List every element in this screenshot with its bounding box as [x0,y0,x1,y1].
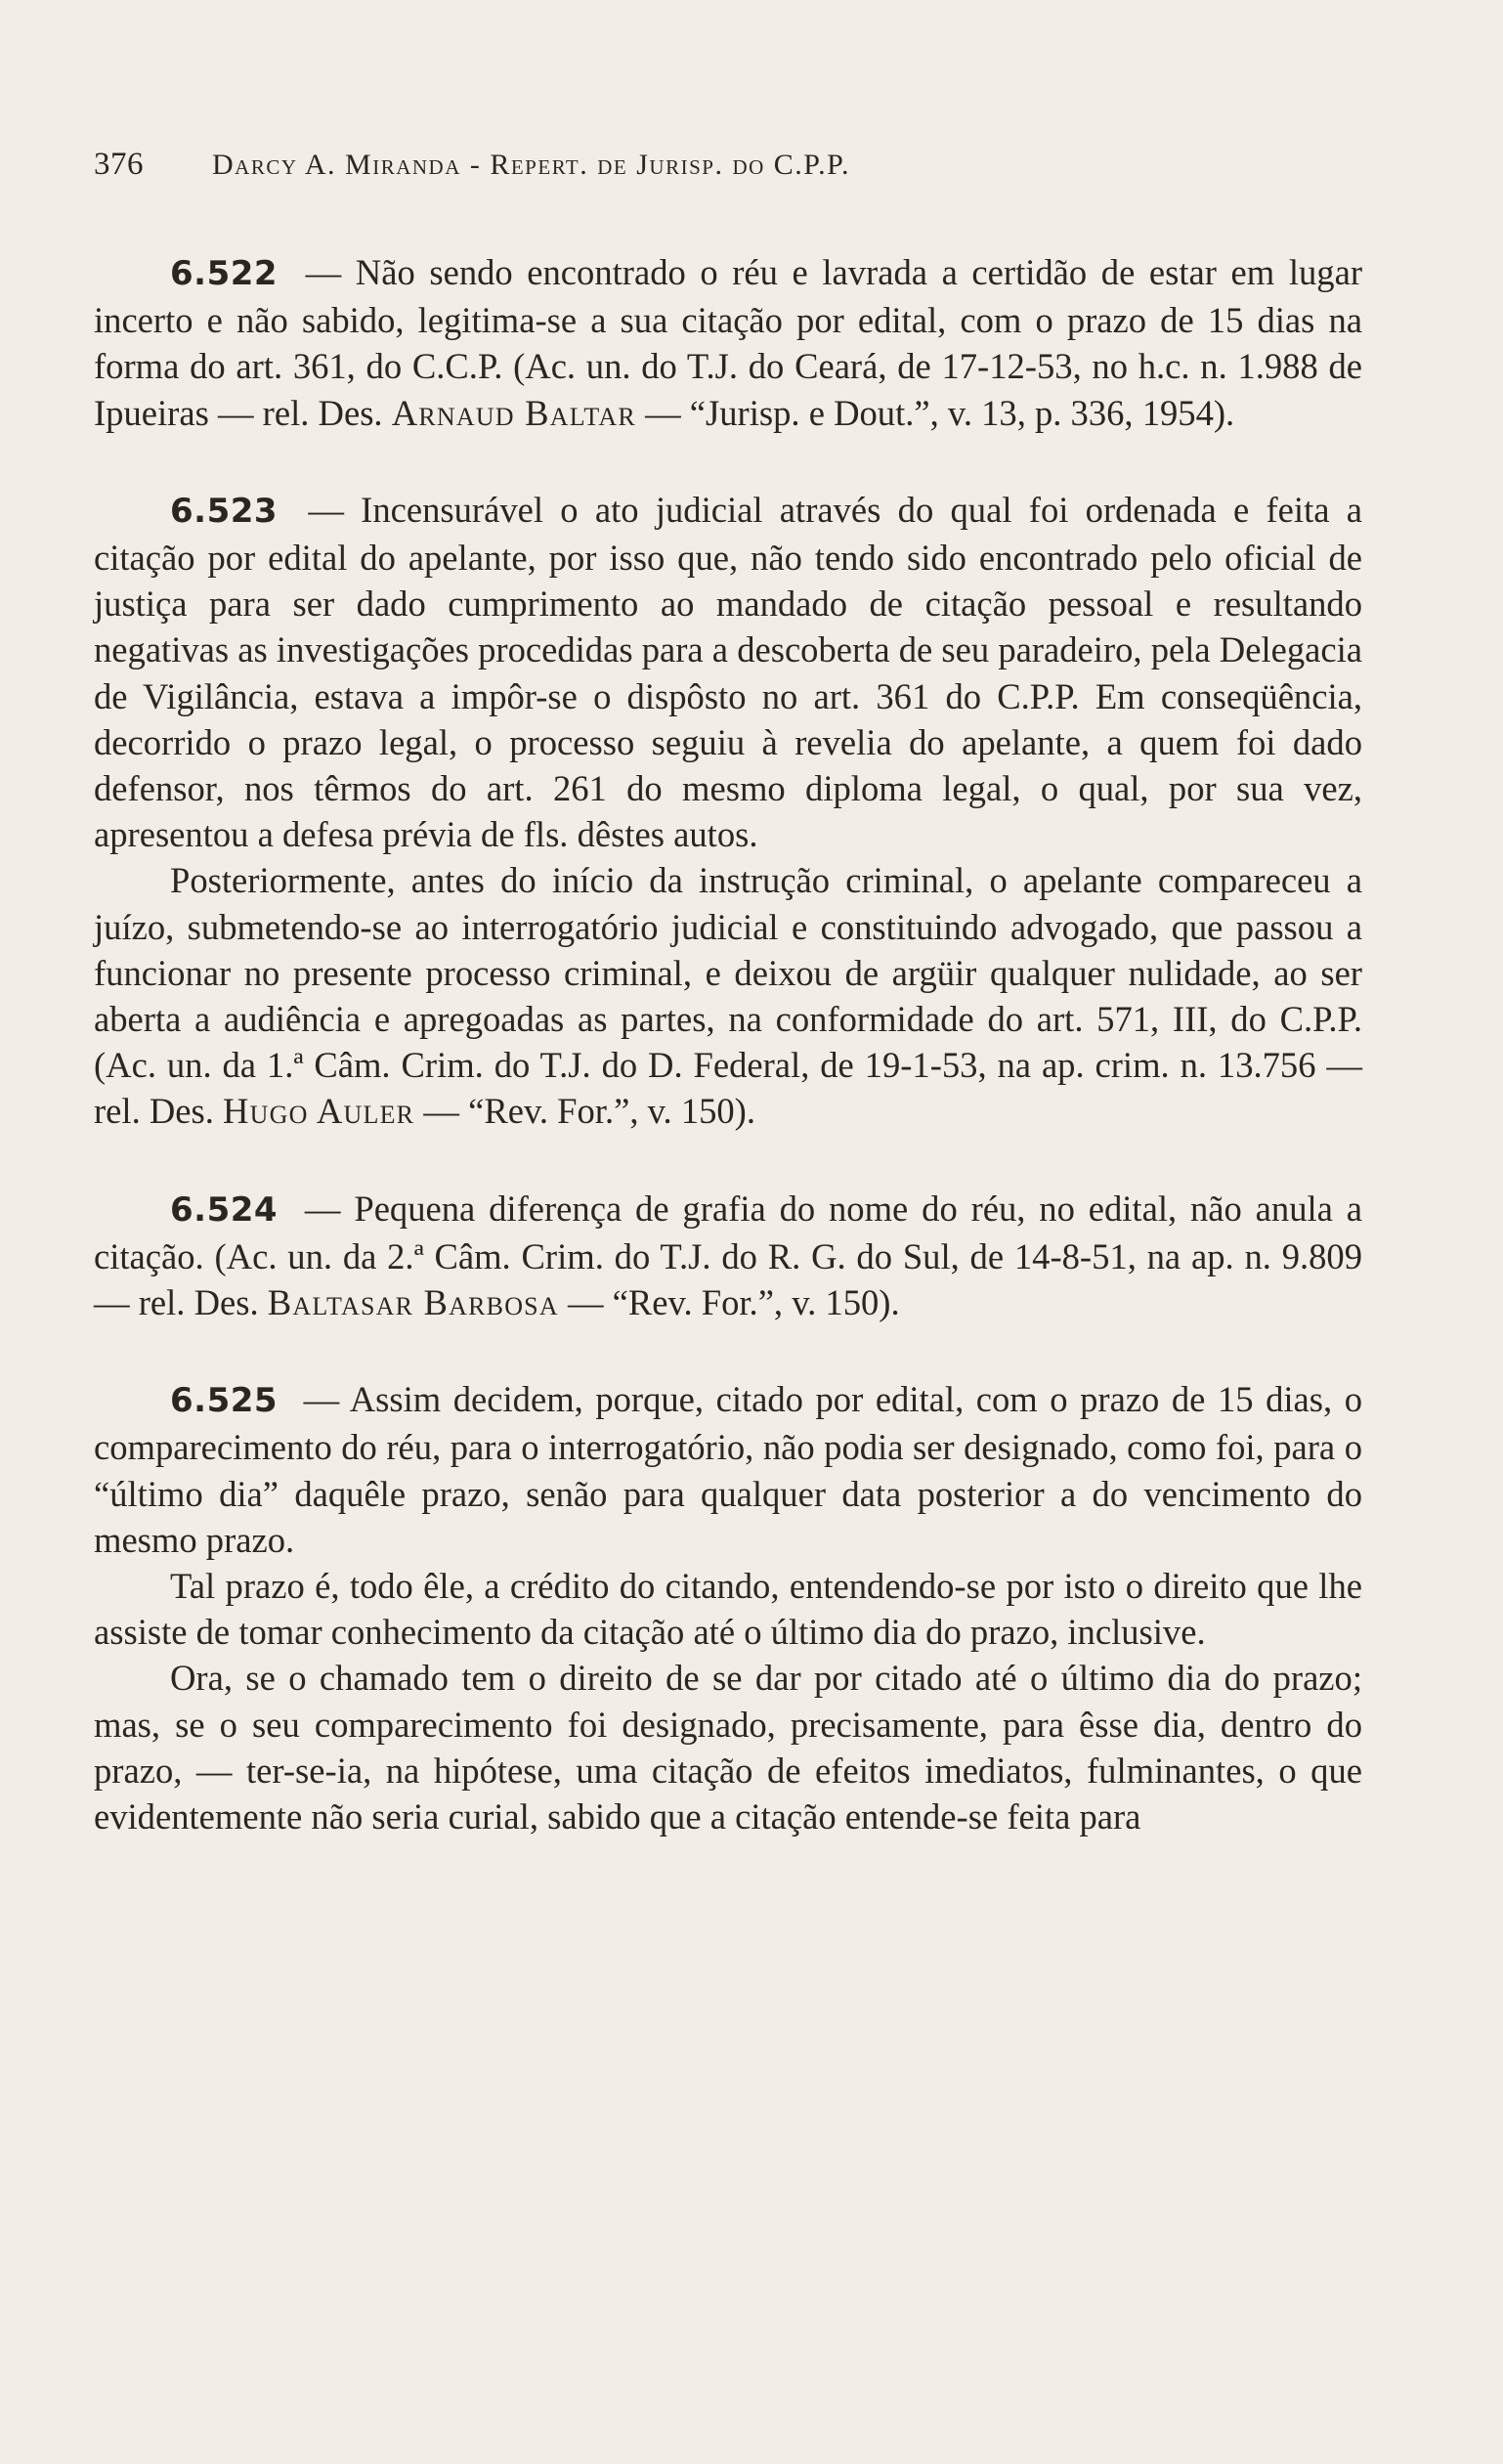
entry [94,487,1362,1135]
entry-paragraph [94,857,1362,1134]
entry-paragraph [94,487,1362,858]
entry-paragraph [94,1376,1362,1563]
entry [94,1186,1362,1326]
text-segment: — Assim decidem, porque, citado por edital, com o prazo de 15 dias, o comparecimento do réu, para o interrogatório, não podia ser designado, como foi, para o “último dia” daquêle prazo, senão para qualquer data posterior a do vencimento do mesmo prazo. [94,1379,1362,1560]
judge-name: Arnaud Baltar [391,392,636,433]
text-segment: — “Rev. For.”, v. 150). [558,1282,900,1323]
entries-list [94,249,1362,1839]
entry-number: 6.524 [170,1189,279,1230]
entry [94,249,1362,436]
entry-paragraph [94,1563,1362,1655]
text-segment: — “Rev. For.”, v. 150). [414,1091,756,1132]
entry-paragraph [94,249,1362,436]
text-segment: Ora, se o chamado tem o direito de se dar por citado até o último dia do prazo; mas, se o seu comparecimento foi designado, precisamente, para êsse dia, dentro do prazo, — ter-se-ia, na hipótese, uma citação de efeitos imediatos, fulminantes, o que evidentemente não seria curial, sabido que a citação entende-se feita para [94,1658,1362,1837]
text-segment: — “Jurisp. e Dout.”, v. 13, p. 336, 1954). [635,392,1235,433]
entry-number: 6.522 [170,254,279,293]
entry-number: 6.523 [170,491,279,531]
judge-name: Hugo Auler [223,1091,415,1132]
page-number: 376 [94,147,144,182]
running-head: Darcy A. Miranda - Repert. de Jurisp. do C.P.P. [212,149,851,181]
entry-paragraph [94,1655,1362,1839]
entry-number: 6.525 [170,1381,279,1421]
page-header [94,147,1362,183]
judge-name: Baltasar Barbosa [267,1282,559,1323]
book-page [94,147,1362,1890]
text-segment: Posteriormente, antes do início da instrução criminal, o apelante compareceu a juízo, submetendo-se ao interrogatório judicial e constituindo advogado, que passou a funcionar no presente processo criminal, e deixou de argüir qualquer nulidade, ao ser aberta a audiência e apregoadas as partes, na conformidade do art. 571, III, do C.P.P. (Ac. un. da 1.ª Câm. Crim. do T.J. do D. Federal, de 19-1-53, na ap. crim. n. 13.756 — rel. Des. [94,860,1362,1132]
entry [94,1376,1362,1839]
text-segment: — Pequena diferença de grafia do nome do réu, no edital, não anula a citação. (Ac. un. da 2.ª Câm. Crim. do T.J. do R. G. do Sul, de 14-8-51, na ap. n. 9.809 — rel. Des. [94,1188,1362,1323]
text-segment: Tal prazo é, todo êle, a crédito do citando, entendendo-se por isto o direito que lhe assiste de tomar conhecimento da citação até o último dia do prazo, inclusive. [94,1566,1362,1653]
text-segment: — Não sendo encontrado o réu e lavrada a certidão de estar em lugar incerto e não sabido, legitima-se a sua citação por edital, com o prazo de 15 dias na forma do art. 361, do C.C.P. (Ac. un. do T.J. do Ceará, de 17-12-53, no h.c. n. 1.988 de Ipueiras — rel. Des. [94,252,1362,433]
entry-paragraph [94,1186,1362,1326]
text-segment: — Incensurável o ato judicial através do qual foi ordenada e feita a citação por edital do apelante, por isso que, não tendo sido encontrado pelo oficial de justiça para ser dado cumprimento ao mandado de citação pessoal e resultando negativas as investigações procedidas para a descoberta de seu paradeiro, pela Delegacia de Vigilância, estava a impôr-se o dispôsto no art. 361 do C.P.P. Em conseqüência, decorrido o prazo legal, o processo seguiu à revelia do apelante, a quem foi dado defensor, nos têrmos do art. 261 do mesmo diploma legal, o qual, por sua vez, apresentou a defesa prévia de fls. dêstes autos. [94,489,1362,855]
